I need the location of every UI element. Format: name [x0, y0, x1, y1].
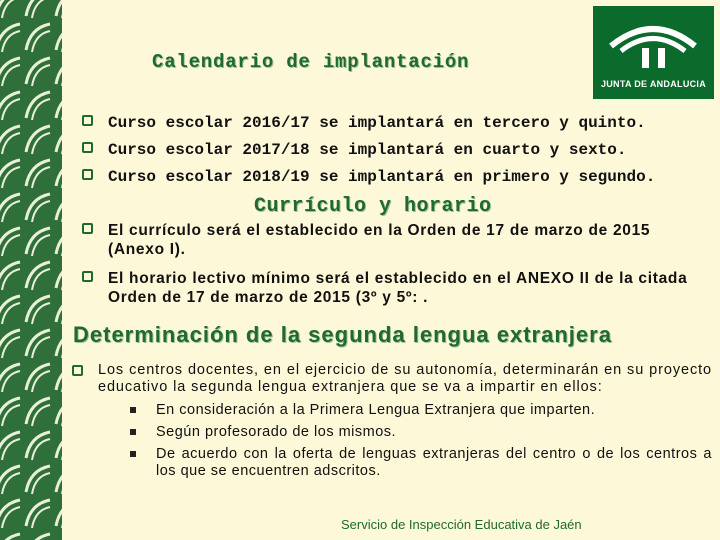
sublist-item: [128, 402, 712, 419]
square-bullet-icon: [130, 429, 136, 435]
square-bullet-icon: [130, 407, 136, 413]
checkbox-bullet-icon: [82, 142, 93, 153]
decorative-side-stripe: [0, 0, 62, 540]
sublist-item-text: Según profesorado de los mismos.: [156, 424, 397, 440]
sublist-item: [128, 424, 712, 441]
square-bullet-icon: [130, 451, 136, 457]
list-item: [82, 269, 702, 307]
language-heading: Determinación de la segunda lengua extranjera: [73, 322, 612, 347]
arc-pattern-icon: [0, 0, 62, 540]
checkbox-bullet-icon: [82, 271, 93, 282]
list-item-text: Curso escolar 2016/17 se implantará en tercero y quinto.: [108, 114, 646, 132]
footer-text: Servicio de Inspección Educativa de Jaén: [341, 517, 582, 532]
list-item: [72, 362, 712, 480]
language-list: [72, 362, 712, 485]
curriculum-heading: Currículo y horario: [254, 195, 492, 218]
language-sublist: [98, 402, 712, 480]
checkbox-bullet-icon: [72, 365, 83, 376]
list-item: [82, 113, 702, 140]
checkbox-bullet-icon: [82, 169, 93, 180]
logo-text: JUNTA DE ANDALUCIA: [600, 79, 707, 89]
list-item: [82, 167, 702, 194]
list-item-text: Los centros docentes, en el ejercicio de su autonomía, determinarán en su proyecto educativo la segunda lengua extranjera que se va a impartir en ellos:: [98, 362, 712, 395]
list-item-text: El horario lectivo mínimo será el establecido en el ANEXO II de la citada Orden de 17 de marzo de 2015 (3º y 5º: .: [108, 270, 688, 306]
curriculum-list: [82, 221, 702, 317]
list-item-text: Curso escolar 2018/19 se implantará en primero y segundo.: [108, 168, 656, 186]
sublist-item: [128, 446, 712, 480]
calendar-list: [82, 113, 702, 194]
checkbox-bullet-icon: [82, 223, 93, 234]
sublist-item-text: De acuerdo con la oferta de lenguas extranjeras del centro o de los centros a los que se encuentren adscritos.: [156, 446, 712, 479]
calendar-heading: Calendario de implantación: [152, 51, 470, 73]
checkbox-bullet-icon: [82, 115, 93, 126]
list-item: [82, 221, 702, 259]
junta-de-andalucia-logo: [593, 6, 714, 99]
list-item: [82, 140, 702, 167]
list-item-text: El currículo será el establecido en la Orden de 17 de marzo de 2015 (Anexo I).: [108, 222, 651, 258]
list-item-text: Curso escolar 2017/18 se implantará en cuarto y sexto.: [108, 141, 627, 159]
sublist-item-text: En consideración a la Primera Lengua Extranjera que imparten.: [156, 402, 596, 418]
